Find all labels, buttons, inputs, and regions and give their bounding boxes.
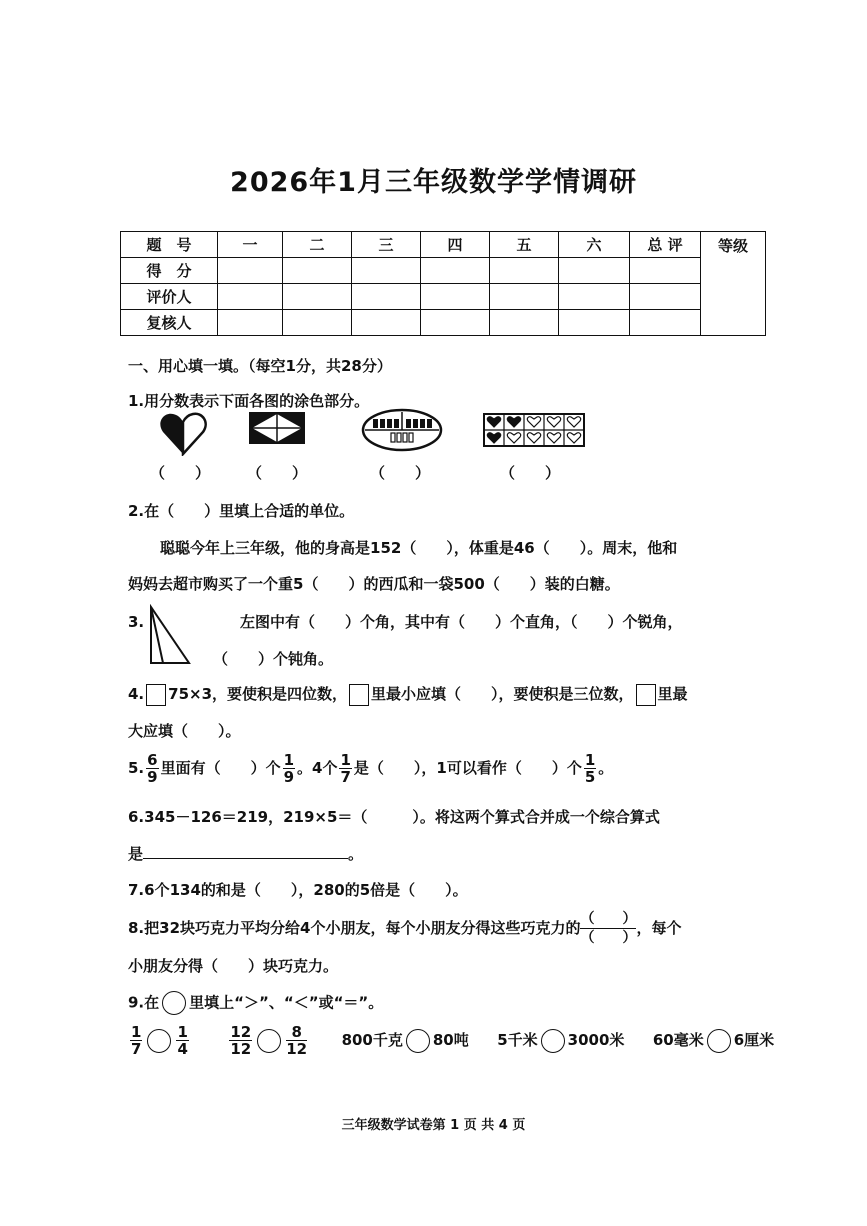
table-row <box>121 310 766 336</box>
fraction: $\frac{1}{7}$ <box>131 1023 142 1058</box>
table-row <box>121 284 766 310</box>
hearts-grid-icon <box>483 413 585 447</box>
q2-line3: 妈妈去超市购买了一个重5（ ）的西瓜和一袋500（ ）装的白糖。 <box>128 575 620 593</box>
q8-text: ，每个 <box>636 919 682 937</box>
q5-text: 里面有（ ）个 <box>160 759 281 777</box>
compare-circle[interactable] <box>147 1029 171 1053</box>
q1-text: 1.用分数表示下面各图的涂色部分。 <box>128 392 370 410</box>
q5-text: 。4个 <box>297 759 338 777</box>
q2-line1: 2.在（ ）里填上合适的单位。 <box>128 502 355 520</box>
q1-answer-blank[interactable]: （ ） <box>500 464 561 482</box>
table-header-cell: 四 <box>421 232 490 258</box>
table-header-cell: 二 <box>283 232 352 258</box>
table-header-row <box>121 232 766 258</box>
q4-digit-box[interactable] <box>349 684 369 706</box>
q5-number: 5. <box>128 759 145 777</box>
q4-digit-box[interactable] <box>146 684 166 706</box>
q9-text: 80吨 <box>432 1031 469 1049</box>
q8-line1 <box>128 910 681 947</box>
row-label: 复核人 <box>121 310 218 336</box>
page-title: 2026年1月三年级数学学情调研 <box>230 167 637 198</box>
table-header-cell: 题 号 <box>121 232 218 258</box>
compare-circle[interactable] <box>257 1029 281 1053</box>
q9-text: 3000米 <box>567 1031 625 1049</box>
half-shaded-heart-icon <box>158 412 208 456</box>
table-header-cell: 五 <box>490 232 559 258</box>
fraction: $\frac{1}{7}$ <box>340 751 351 786</box>
fraction: $\frac{8}{12}$ <box>286 1023 308 1058</box>
q5-text: 。 <box>598 759 614 777</box>
grade-cell: 等级 <box>701 232 766 336</box>
q8-text: 8.把32块巧克力平均分给4个小朋友，每个小朋友分得这些巧克力的 <box>128 919 581 937</box>
q4-digit-box[interactable] <box>636 684 656 706</box>
q2-line2: 聪聪今年上三年级，他的身高是152（ ），体重是46（ ）。周末，他和 <box>160 539 678 557</box>
q1-answer-blank[interactable]: （ ） <box>247 464 308 482</box>
q9-text: 800千克 <box>341 1031 403 1049</box>
shaded-rectangle-icon <box>248 411 306 445</box>
q6-text: 是 <box>128 845 144 863</box>
fraction: $\frac{6}{9}$ <box>147 751 158 786</box>
q3-line1: 左图中有（ ）个角，其中有（ ）个直角，（ ）个锐角， <box>240 613 683 631</box>
q1-answer-blank[interactable]: （ ） <box>370 464 431 482</box>
table-header-cell: 总 评 <box>630 232 701 258</box>
oval-bowling-pins-icon <box>361 408 443 452</box>
compare-circle[interactable] <box>541 1029 565 1053</box>
q3-line2: （ ）个钝角。 <box>213 650 334 668</box>
q4-number: 4. <box>128 685 145 703</box>
compare-circle[interactable] <box>406 1029 430 1053</box>
fraction: $\frac{1}{4}$ <box>177 1023 188 1058</box>
row-label: 得 分 <box>121 258 218 284</box>
q6-line1: 6.345－126＝219，219×5＝（ ）。将这两个算式合并成一个综合算式 <box>128 808 660 826</box>
q4-line1 <box>128 683 688 706</box>
compare-circle[interactable] <box>707 1029 731 1053</box>
q9-text: 6厘米 <box>733 1031 775 1049</box>
q8-fraction-blank[interactable]: （ ） （ ） <box>580 911 637 946</box>
q4-text: 里最 <box>657 685 688 703</box>
q7-line: 7.6个134的和是（ ），280的5倍是（ ）。 <box>128 881 468 899</box>
q5-text: 是（ ），1可以看作（ ）个 <box>353 759 582 777</box>
q9-items <box>128 1024 774 1057</box>
page-footer: 三年级数学试卷第 1 页 共 4 页 <box>341 1118 526 1133</box>
q4-line2: 大应填（ ）。 <box>128 722 241 740</box>
q9-text: 里填上“＞”、“＜”或“＝”。 <box>189 993 384 1012</box>
score-table <box>120 231 766 336</box>
fraction: $\frac{1}{5}$ <box>584 751 596 786</box>
fraction: $\frac{1}{9}$ <box>283 751 295 786</box>
q3-number: 3. <box>128 613 145 631</box>
table-header-cell: 一 <box>218 232 283 258</box>
q6-text: 。 <box>348 845 364 863</box>
q5-line <box>128 752 613 785</box>
circle-blank <box>162 991 186 1015</box>
table-header-cell: 六 <box>559 232 630 258</box>
q6-line2 <box>128 843 363 864</box>
row-label: 评价人 <box>121 284 218 310</box>
q9-line1 <box>128 991 383 1015</box>
right-triangle-icon <box>148 604 192 666</box>
section-heading: 一、用心填一填。（每空1分，共28分） <box>128 357 392 375</box>
q9-text: 60毫米 <box>652 1031 704 1049</box>
fraction: $\frac{12}{12}$ <box>230 1023 252 1058</box>
table-row <box>121 258 766 284</box>
q4-text: 里最小应填（ ），要使积是三位数， <box>371 685 634 703</box>
q9-text: 9.在 <box>128 993 160 1012</box>
q6-answer-line[interactable] <box>143 844 348 859</box>
q9-text: 5千米 <box>497 1031 538 1049</box>
q4-text: 75×3，要使积是四位数， <box>168 685 348 703</box>
q8-line2: 小朋友分得（ ）块巧克力。 <box>128 957 339 975</box>
q1-answer-blank[interactable]: （ ） <box>150 464 211 482</box>
table-header-cell: 三 <box>352 232 421 258</box>
